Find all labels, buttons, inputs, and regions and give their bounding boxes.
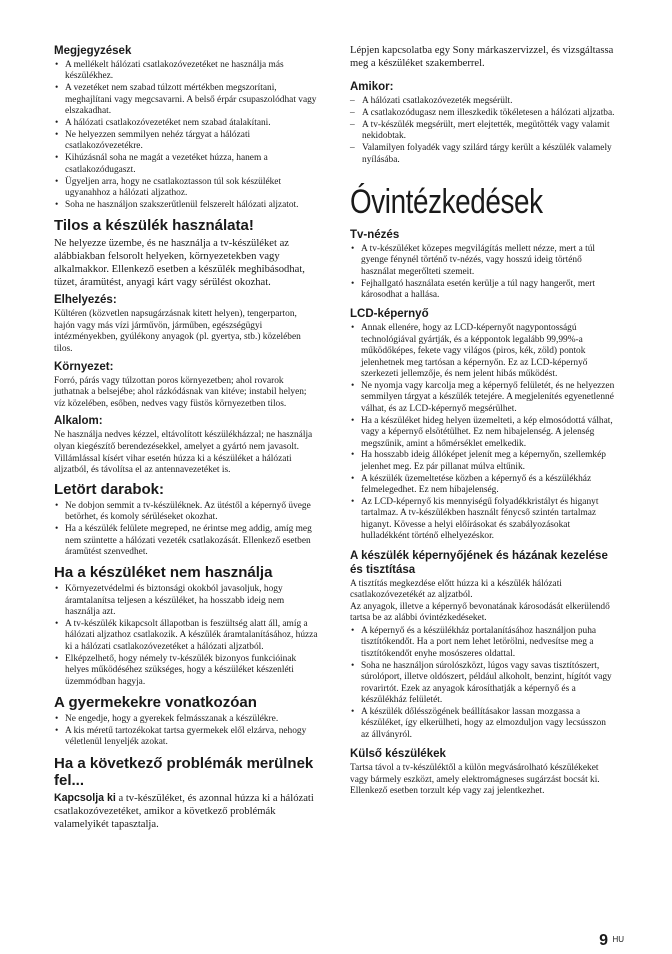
tv-viewing-heading: Tv-nézés <box>350 228 400 241</box>
broken-pieces-heading: Letört darabok: <box>54 480 165 498</box>
problems-body: a tv-készüléket, és azonnal húzza ki a hálózati csatlakozóvezetéket, amikor a következő problémák valamelyikét tapasztalja. <box>54 792 314 830</box>
list-item: • Ne helyezzen semmilyen nehéz tárgyat a hálózati csatlakozóvezetékre. <box>54 130 320 153</box>
occasion-heading: Alkalom: <box>54 415 103 428</box>
service-contact-text: Lépjen kapcsolatba egy Sony márkaszervizzel, és vizsgáltassa meg a készüléket szakemberrel. <box>350 45 614 69</box>
not-in-use-list <box>54 584 320 688</box>
page-number-value: 9 <box>599 932 608 949</box>
list-item: • Fejhallgató használata esetén kerülje a túl nagy hangerőt, mert károsodhat a hallása. <box>350 279 616 302</box>
list-item: • Annak ellenére, hogy az LCD-képernyőt nagypontosságú technológiával gyártják, és a képpontok legalább 99,99%-a működőképes, fekete vagy világos (piros, kék, zöld) pontok jelenhetnek meg tartósan a képernyőn. Ez az LCD-képernyő szerkezeti jellemzője, és nem jelent hibás működést. <box>350 323 616 380</box>
list-item: • A kis méretű tartozékokat tartsa gyermekek elől elzárva, nehogy véletlenül lenyeljék azokat. <box>54 726 320 749</box>
prohibited-use-heading: Tilos a készülék használata! <box>54 217 254 235</box>
notes-list <box>54 60 320 211</box>
external-devices-heading: Külső készülékek <box>350 748 446 761</box>
list-item: • Soha ne használjon szakszerűtlenül felszerelt hálózati aljzatot. <box>54 200 320 211</box>
list-item: • Az LCD-képernyő kis mennyiségű folyadékkristályt és higanyt tartalmaz. A tv-készülékben használt fénycső szintén tartalmaz higanyt. Kövesse a helyi előírásokat és szabályozásokat hulladékként történő elhelyezéskor. <box>350 497 616 543</box>
children-list <box>54 714 320 749</box>
list-item: – A csatlakozódugasz nem illeszkedik tökéletesen a hálózati aljzatba. <box>350 108 616 119</box>
list-item: • Ne dobjon semmit a tv-készüléknek. Az ütéstől a képernyő üvege betörhet, és komoly sérüléseket okozhat. <box>54 501 320 524</box>
notes-heading: Megjegyzések <box>54 45 132 57</box>
list-item: • Soha ne használjon súrolószközt, lúgos vagy savas tisztítószert, súrolóport, illetve oldószert, például alkoholt, benzint, hígítót vagy rovarirtót. Ezek az anyagok károsíthatják a képernyő és a készülékház felületét. <box>350 661 616 707</box>
list-item: • A hálózati csatlakozóvezetéket nem szabad átalakítani. <box>54 118 320 129</box>
list-item: • Kihúzásnál soha ne magát a vezetéket húzza, hanem a csatlakozódugaszt. <box>54 153 320 176</box>
page-language: HU <box>612 935 624 944</box>
list-item: • Ne nyomja vagy karcolja meg a képernyő felületét, és ne helyezzen semmilyen tárgyat a készülék tetejére. A megjelenítés egyenetlenné válhat, és az LCD-képernyő megsérülhet. <box>350 381 616 415</box>
lcd-screen-list <box>350 323 616 542</box>
placement-text: Kültéren (közvetlen napsugárzásnak kitett helyen), tengerparton, hajón vagy más vízi járművön, járműben, egészségügyi intézményekben, gyúlékony anyagok (pl. gyertya, stb.) közelében tilos. <box>54 309 301 355</box>
when-list <box>350 96 616 166</box>
lcd-screen-heading: LCD-képernyő <box>350 308 429 321</box>
list-item: • Ha hosszabb ideig állóképet jelenít meg a képernyőn, szellemkép jelenhet meg. Ez pár pillanat múlva eltűnik. <box>350 450 616 473</box>
list-item: • A készülék üzemeltetése közben a képernyő és a készülékház felmelegedhet. Ez nem hibajelenség. <box>350 474 616 497</box>
environment-heading: Környezet: <box>54 360 114 373</box>
external-devices-text: Tartsa távol a tv-készüléktől a külön megvásárolható készülékeket vagy bármely eszközt, amely elektromágneses sugárzást bocsát ki. Ellenkező esetben torzult kép vagy zaj jelentkezhet. <box>350 763 600 797</box>
problems-bold-lead: Kapcsolja ki <box>54 791 116 804</box>
list-item: • A készülék dőlésszögének beállításakor lassan mozgassa a készüléket, így elkerülheti, hogy az elmozduljon vagy lecsússzon az állványról. <box>350 707 616 741</box>
list-item: • Ha a készüléket hideg helyen üzemelteti, a kép elmosódottá válhat, vagy a képernyő elsötétülhet. Ez nem hibajelenség. A jelenség megszűnik, amint a hőmérséklet emelkedik. <box>350 416 616 450</box>
precautions-title: Óvintézkedések <box>350 182 543 221</box>
broken-pieces-list <box>54 501 320 559</box>
list-item: • A vezetéket nem szabad túlzott mértékben megszorítani, meghajlítani vagy megcsavarni. A belső érpár csupaszolódhat vagy elszakadhat. <box>54 83 320 117</box>
list-item: • A tv-készülék kikapcsolt állapotban is feszültség alatt áll, amíg a hálózati aljzathoz csatlakozik. A készülék áramtalanításához, húzza ki a hálózati csatlakozóvezetéket a hálózati aljzatból. <box>54 619 320 653</box>
list-item: • A mellékelt hálózati csatlakozóvezetéket ne használja más készülékhez. <box>54 60 320 83</box>
cleaning-list <box>350 626 616 741</box>
list-item: • A képernyő és a készülékház portalanításához használjon puha tisztítókendőt. Ha a port nem lehet letörölni, nedvesítse meg a tisztítókendőt enyhe mosószeres oldattal. <box>350 626 616 660</box>
not-in-use-heading: Ha a készüléket nem használja <box>54 564 273 582</box>
occasion-text: Ne használja nedves kézzel, eltávolított készülékházzal; ne használja olyan kiegészítő berendezésekkel, amelyet a gyártó nem javasolt. Villámlással kísért vihar esetén húzza ki a készüléket a hálózati aljzatból, és távolítsa el az antennavezetéket is. <box>54 430 313 476</box>
list-item: • Környezetvédelmi és biztonsági okokból javasoljuk, hogy áramtalanítsa teljesen a készüléket, ha hosszabb ideig nem használja azt. <box>54 584 320 618</box>
list-item: • Ha a készülék felülete megreped, ne érintse meg addig, amíg meg nem szüntette a hálózati vezeték csatlakozását. Ellenkező esetben áramütést szenvedhet. <box>54 524 320 558</box>
right-column <box>350 44 616 802</box>
environment-text: Forró, párás vagy túlzottan poros környezetben; ahol rovarok juthatnak a belsejébe; ahol rázkódásnak van kitéve; instabil helyen; víz közelében, esőben, nedves vagy füstös környezetben tilos. <box>54 375 307 409</box>
list-item: • A tv-készüléket közepes megvilágítás mellett nézze, mert a túl gyenge fénynél történő tv-nézés, vagy hosszú ideig történő használat megerőlteti szemeit. <box>350 244 616 278</box>
list-item: • Elképzelhető, hogy némely tv-készülék bizonyos funkcióinak helyes működéséhez szükséges, hogy a készüléket készenléti üzemmódban hagyja. <box>54 654 320 688</box>
placement-heading: Elhelyezés: <box>54 294 117 307</box>
list-item: – A hálózati csatlakozóvezeték megsérült. <box>350 96 616 107</box>
tv-viewing-list <box>350 244 616 302</box>
list-item: – A tv-készülék megsérült, mert elejtették, megütötték vagy valamit nekidobtak. <box>350 120 616 143</box>
cleaning-text-2: Az anyagok, illetve a képernyő bevonatának károsodását elkerülendő tartsa be az alábbi óvintézkedéseket. <box>350 601 610 624</box>
problems-heading: Ha a következő problémák merülnek fel... <box>54 754 314 789</box>
when-heading: Amikor: <box>350 81 394 93</box>
problems-text <box>54 792 320 831</box>
left-column <box>54 44 320 835</box>
prohibited-use-text: Ne helyezze üzembe, és ne használja a tv-készüléket az alábbiakban felsorolt helyeken, környezetekben vagy alkalmakkor. Ellenkező esetben a készülék meghibásodhat, tüzet, áramütést, anyagi kárt vagy sérülést okozhat. <box>54 238 305 289</box>
cleaning-heading: A készülék képernyőjének és házának kezelése és tisztítása <box>350 549 608 576</box>
list-item: – Valamilyen folyadék vagy szilárd tárgy került a készülék valamely nyílásába. <box>350 143 616 166</box>
page-number <box>599 932 624 950</box>
list-item: • Ne engedje, hogy a gyerekek felmásszanak a készülékre. <box>54 714 320 725</box>
list-item: • Ügyeljen arra, hogy ne csatlakoztasson túl sok készüléket ugyanahhoz a hálózati aljzathoz. <box>54 177 320 200</box>
cleaning-text-1: A tisztítás megkezdése előtt húzza ki a készülék hálózati csatlakozóvezetékét az aljzatból. <box>350 578 562 601</box>
children-heading: A gyermekekre vonatkozóan <box>54 694 257 711</box>
